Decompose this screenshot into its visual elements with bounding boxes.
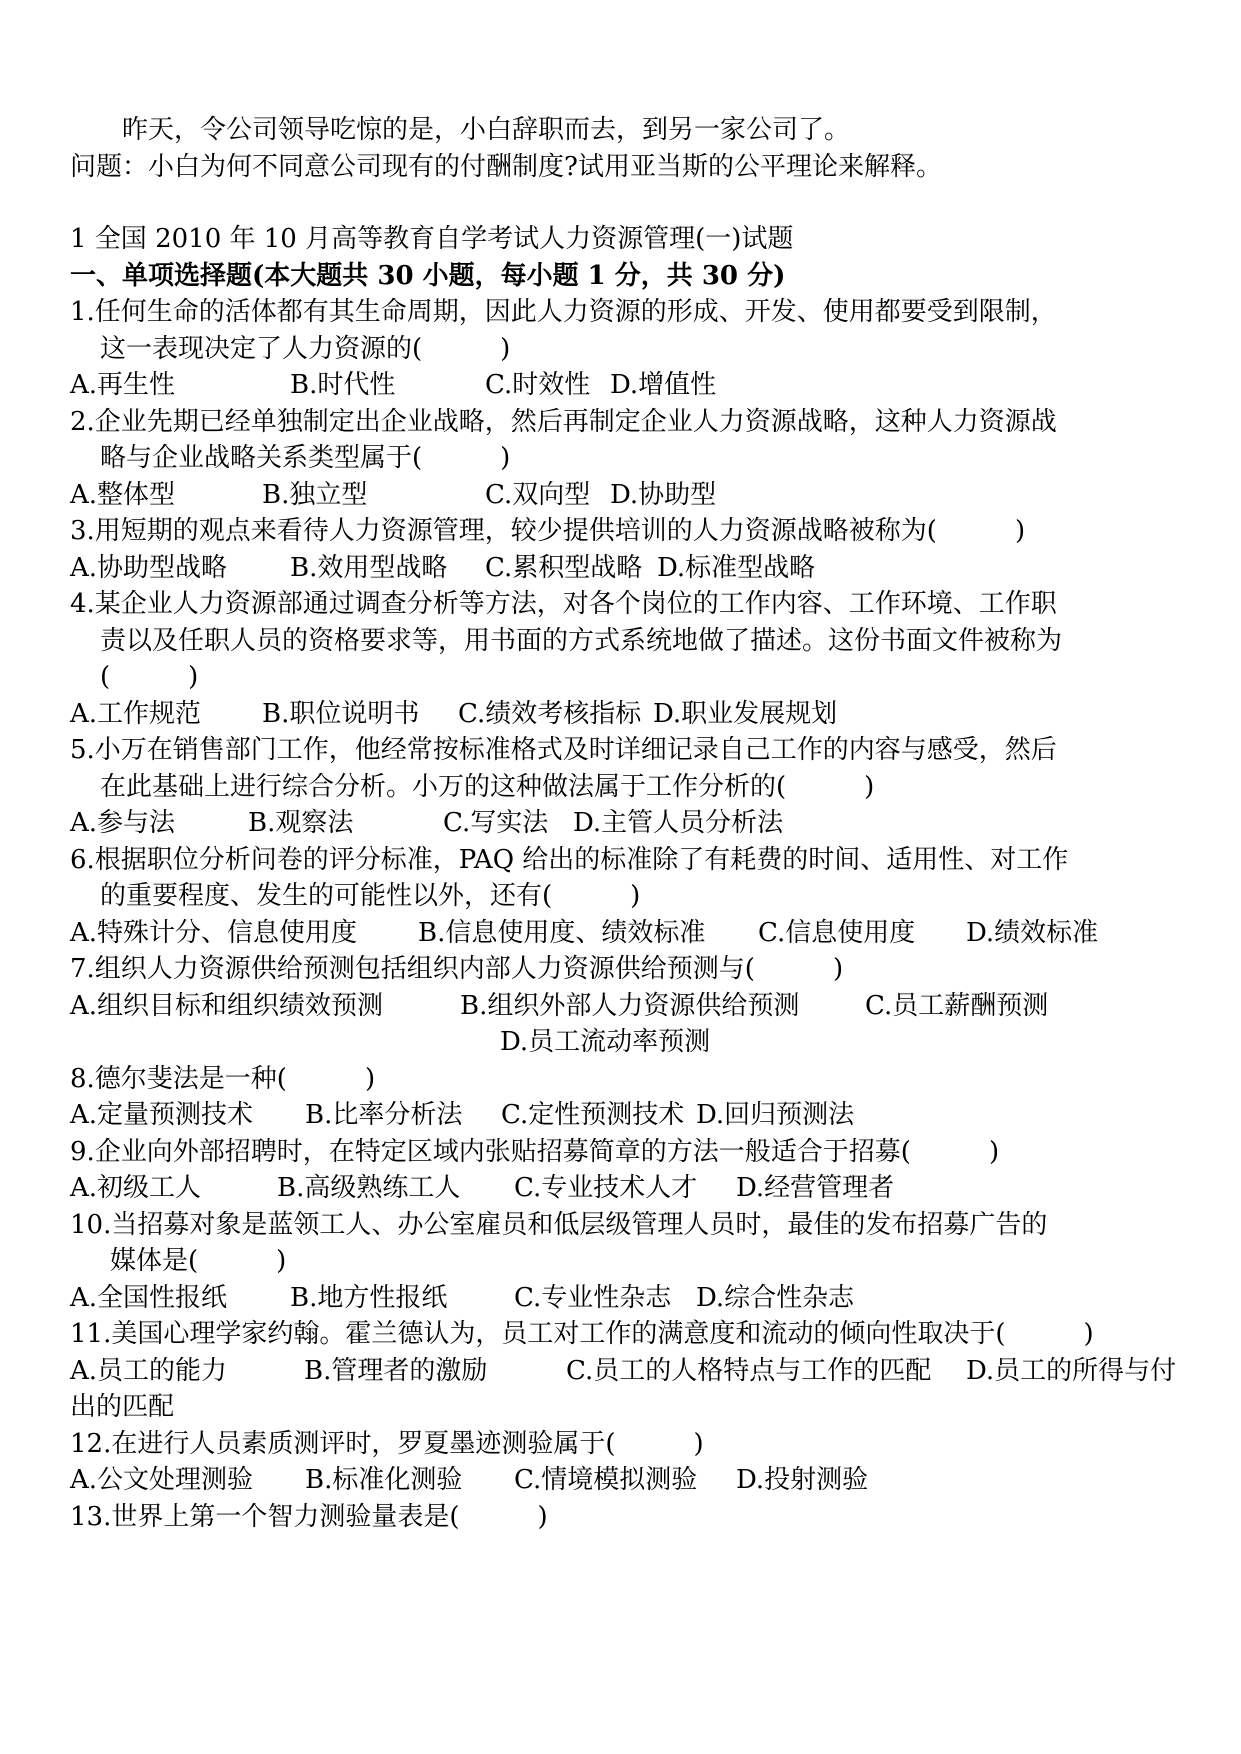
- option-d: D.职业发展规划: [653, 698, 838, 729]
- section-heading: 一、单项选择题(本大题共 30 小题，每小题 1 分，共 30 分): [70, 260, 786, 291]
- option-a: A.定量预测技术: [70, 1100, 254, 1130]
- option-b: B.观察法: [248, 808, 354, 838]
- option-c: C.累积型战略: [485, 552, 643, 583]
- question-12: [70, 1426, 1181, 1463]
- question-stem: 8.德尔斐法是一种( ): [70, 1063, 376, 1094]
- option-a: A.再生性: [70, 370, 176, 400]
- options-2: [70, 477, 1181, 514]
- option-a: A.全国性报纸: [70, 1282, 228, 1313]
- options-9: [70, 1170, 1181, 1207]
- options-7-cont: [70, 1024, 1181, 1061]
- option-d: D.员工的所得与付出的匹配: [70, 1355, 1177, 1422]
- options-10: [70, 1280, 1181, 1317]
- question-stem: 4.某企业人力资源部通过调查分析等方法，对各个岗位的工作内容、工作环境、工作职: [70, 589, 1057, 619]
- option-b: B.高级熟练工人: [277, 1173, 461, 1203]
- option-b: B.组织外部人力资源供给预测: [460, 990, 800, 1021]
- question-stem-cont: 略与企业战略关系类型属于( ): [100, 443, 511, 473]
- question-stem: 7.组织人力资源供给预测包括组织内部人力资源供给预测与( ): [70, 954, 844, 984]
- option-a: A.员工的能力: [70, 1355, 228, 1386]
- question-2: [70, 404, 1181, 477]
- question-stem: 1.任何生命的活体都有其生命周期，因此人力资源的形成、开发、使用都要受到限制，: [70, 297, 1057, 327]
- option-d: D.投射测验: [736, 1465, 869, 1495]
- question-stem: 12.在进行人员素质测评时，罗夏墨迹测验属于( ): [70, 1428, 704, 1459]
- option-c: C.员工的人格特点与工作的匹配: [566, 1355, 932, 1386]
- question-4: [70, 586, 1181, 696]
- options-1: [70, 367, 1181, 404]
- question-3: [70, 513, 1181, 550]
- option-d: D.协助型: [610, 479, 717, 510]
- option-d: D.综合性杂志: [696, 1282, 855, 1313]
- option-a: A.整体型: [70, 479, 176, 510]
- option-d: D.回归预测法: [696, 1100, 855, 1130]
- option-d: D.绩效标准: [966, 917, 1099, 948]
- option-d: D.主管人员分析法: [573, 808, 784, 838]
- question-stem: 3.用短期的观点来看待人力资源管理，较少提供培训的人力资源战略被称为( ): [70, 516, 1026, 546]
- options-4: [70, 696, 1181, 733]
- option-b: B.标准化测验: [305, 1465, 463, 1495]
- option-c: C.双向型: [485, 479, 591, 510]
- option-d: D.经营管理者: [736, 1173, 895, 1203]
- option-b: B.管理者的激励: [304, 1355, 488, 1386]
- option-a: A.特殊计分、信息使用度: [70, 917, 358, 948]
- question-11: [70, 1316, 1181, 1353]
- option-a: A.工作规范: [70, 698, 202, 729]
- question-9: [70, 1134, 1181, 1171]
- question-stem-cont: 的重要程度、发生的可能性以外，还有( ): [100, 881, 641, 911]
- options-12: [70, 1462, 1181, 1499]
- option-b: B.比率分析法: [305, 1100, 463, 1130]
- option-c: C.信息使用度: [758, 917, 916, 948]
- option-c: C.时效性: [485, 370, 591, 400]
- option-c: C.专业性杂志: [514, 1282, 672, 1313]
- options-7: [70, 988, 1181, 1025]
- question-8: [70, 1061, 1181, 1098]
- options-5: [70, 805, 1181, 842]
- option-d: D.标准型战略: [657, 552, 816, 583]
- case-question: 问题：小白为何不同意公司现有的付酬制度?试用亚当斯的公平理论来解释。: [70, 151, 942, 182]
- question-13: [70, 1499, 1181, 1536]
- question-stem-cont: 媒体是( ): [110, 1246, 287, 1276]
- option-b: B.独立型: [262, 479, 368, 510]
- option-b: B.职位说明书: [262, 698, 420, 729]
- question-stem: 5.小万在销售部门工作，他经常按标准格式及时详细记录自己工作的内容与感受，然后: [70, 735, 1057, 765]
- question-stem-cont: 在此基础上进行综合分析。小万的这种做法属于工作分析的( ): [100, 771, 875, 802]
- options-3: [70, 550, 1181, 587]
- options-6: [70, 915, 1181, 952]
- option-d: D.增值性: [610, 370, 717, 400]
- question-6: [70, 842, 1181, 915]
- option-a: A.公文处理测验: [70, 1465, 254, 1495]
- spacer: [70, 185, 1181, 221]
- option-b: B.效用型战略: [290, 552, 448, 583]
- option-c: C.情境模拟测验: [514, 1465, 698, 1495]
- option-c: C.写实法: [443, 808, 549, 838]
- case-conclusion: 昨天，令公司领导吃惊的是，小白辞职而去，到另一家公司了。: [122, 115, 851, 145]
- question-5: [70, 732, 1181, 805]
- question-stem: 9.企业向外部招聘时，在特定区域内张贴招募简章的方法一般适合于招募( ): [70, 1136, 1000, 1167]
- option-a: A.协助型战略: [70, 552, 228, 583]
- question-stem: 13.世界上第一个智力测验量表是( ): [70, 1501, 548, 1532]
- option-c: C.专业技术人才: [514, 1173, 698, 1203]
- question-stem-cont: 责以及任职人员的资格要求等，用书面的方式系统地做了描述。这份书面文件被称为: [100, 625, 1063, 656]
- option-a: A.初级工人: [70, 1173, 202, 1203]
- question-stem-cont: 这一表现决定了人力资源的( ): [100, 333, 511, 364]
- option-a: A.组织目标和组织绩效预测: [70, 990, 384, 1021]
- question-stem: 6.根据职位分析问卷的评分标准，PAQ 给出的标准除了有耗费的时间、适用性、对工作: [70, 844, 1069, 875]
- question-10: [70, 1207, 1181, 1280]
- option-c: C.绩效考核指标: [458, 698, 642, 729]
- question-stem-cont: ( ): [100, 662, 199, 692]
- option-c: C.定性预测技术: [501, 1100, 685, 1130]
- options-8: [70, 1097, 1181, 1134]
- question-1: [70, 294, 1181, 367]
- option-d: D.员工流动率预测: [500, 1027, 711, 1057]
- option-b: B.地方性报纸: [290, 1282, 448, 1313]
- question-7: [70, 951, 1181, 988]
- question-stem: 2.企业先期已经单独制定出企业战略，然后再制定企业人力资源战略，这种人力资源战: [70, 406, 1057, 437]
- question-stem: 11.美国心理学家约翰。霍兰德认为，员工对工作的满意度和流动的倾向性取决于( ): [70, 1319, 1094, 1349]
- option-b: B.信息使用度、绩效标准: [418, 917, 706, 948]
- option-b: B.时代性: [290, 370, 396, 400]
- option-a: A.参与法: [70, 808, 176, 838]
- exam-title: 1 全国 2010 年 10 月高等教育自学考试人力资源管理(一)试题: [70, 224, 794, 254]
- question-stem: 10.当招募对象是蓝领工人、办公室雇员和低层级管理人员时，最佳的发布招募广告的: [70, 1209, 1048, 1240]
- options-11: [70, 1353, 1181, 1426]
- option-c: C.员工薪酬预测: [865, 990, 1049, 1021]
